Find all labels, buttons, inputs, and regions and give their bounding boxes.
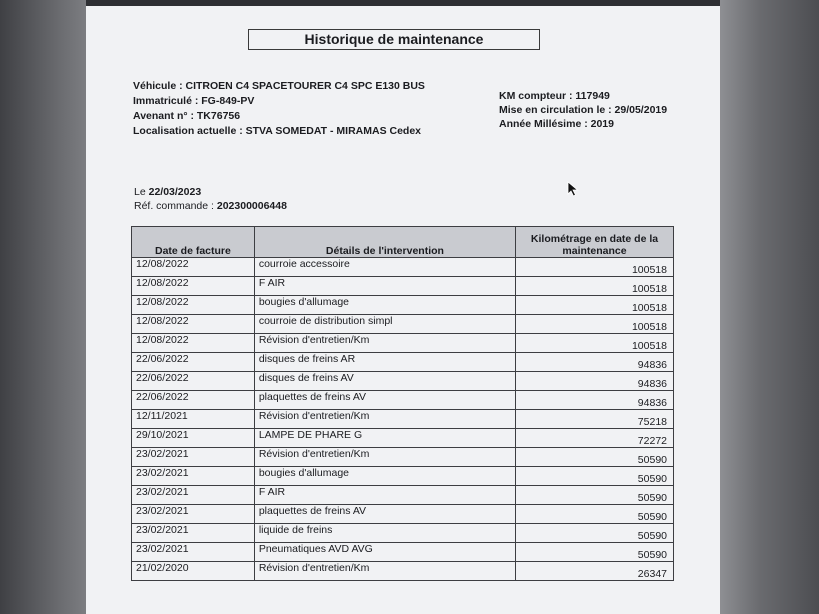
header-km: Kilométrage en date de la maintenance <box>516 227 674 258</box>
table-row <box>132 467 674 486</box>
cell-km: 100518 <box>516 277 674 296</box>
order-info <box>134 185 287 213</box>
order-date-value: 22/03/2023 <box>148 186 202 198</box>
cell-km: 100518 <box>516 334 674 353</box>
table-row <box>132 429 674 448</box>
cell-detail: disques de freins AR <box>254 353 515 372</box>
cell-date: 21/02/2020 <box>132 562 255 581</box>
mouse-pointer-icon <box>567 181 579 197</box>
cell-km: 100518 <box>516 258 674 277</box>
vehicle-location: Localisation actuelle : STVA SOMEDAT - MIRAMAS Cedex <box>133 125 422 137</box>
cell-detail: Révision d'entretien/Km <box>254 562 515 581</box>
cell-date: 29/10/2021 <box>132 429 255 448</box>
vehicle-contract: Avenant n° : TK76756 <box>133 110 241 122</box>
table-header-row <box>132 227 674 258</box>
cell-km: 94836 <box>516 391 674 410</box>
table-row <box>132 410 674 429</box>
table-row <box>132 524 674 543</box>
cell-detail: liquide de freins <box>254 524 515 543</box>
table-row <box>132 258 674 277</box>
cell-km: 50590 <box>516 524 674 543</box>
cell-date: 23/02/2021 <box>132 543 255 562</box>
cell-km: 94836 <box>516 372 674 391</box>
cell-detail: plaquettes de freins AV <box>254 505 515 524</box>
table-row <box>132 277 674 296</box>
table-row <box>132 353 674 372</box>
document-page <box>86 6 720 614</box>
order-ref-line <box>134 199 287 213</box>
vehicle-summary <box>499 89 667 131</box>
cell-detail: Révision d'entretien/Km <box>254 448 515 467</box>
cell-km: 100518 <box>516 296 674 315</box>
table-row <box>132 334 674 353</box>
cell-date: 12/11/2021 <box>132 410 255 429</box>
cell-date: 12/08/2022 <box>132 258 255 277</box>
table-row <box>132 505 674 524</box>
maintenance-table <box>131 226 674 581</box>
table-row <box>132 391 674 410</box>
cell-km: 50590 <box>516 543 674 562</box>
cell-detail: Pneumatiques AVD AVG <box>254 543 515 562</box>
registration-date: Mise en circulation le : 29/05/2019 <box>499 104 668 116</box>
model-year: Année Millésime : 2019 <box>499 118 614 130</box>
order-date-label: Le <box>134 186 149 198</box>
cell-date: 22/06/2022 <box>132 391 255 410</box>
cell-detail: F AIR <box>254 486 515 505</box>
cell-date: 23/02/2021 <box>132 505 255 524</box>
monitor-bezel-right <box>720 0 819 614</box>
cell-detail: bougies d'allumage <box>254 296 515 315</box>
table-row <box>132 448 674 467</box>
cell-km: 50590 <box>516 505 674 524</box>
cell-km: 50590 <box>516 448 674 467</box>
table-row <box>132 296 674 315</box>
cell-km: 94836 <box>516 353 674 372</box>
monitor-bezel-left <box>0 0 86 614</box>
cell-detail: Révision d'entretien/Km <box>254 410 515 429</box>
order-date-line <box>134 185 287 199</box>
cell-detail: courroie de distribution simpl <box>254 315 515 334</box>
order-ref-label: Réf. commande : <box>134 200 217 212</box>
cell-date: 22/06/2022 <box>132 372 255 391</box>
table-row <box>132 486 674 505</box>
cell-date: 23/02/2021 <box>132 448 255 467</box>
vehicle-registration: Immatriculé : FG-849-PV <box>133 95 255 107</box>
header-details: Détails de l'intervention <box>254 227 515 258</box>
table-row <box>132 543 674 562</box>
cell-date: 12/08/2022 <box>132 334 255 353</box>
cell-detail: bougies d'allumage <box>254 467 515 486</box>
cell-date: 12/08/2022 <box>132 315 255 334</box>
cell-km: 26347 <box>516 562 674 581</box>
cell-date: 12/08/2022 <box>132 296 255 315</box>
km-counter: KM compteur : 117949 <box>499 90 610 102</box>
cell-detail: F AIR <box>254 277 515 296</box>
vehicle-info <box>133 79 425 139</box>
document-title: Historique de maintenance <box>248 29 540 50</box>
cell-detail: Révision d'entretien/Km <box>254 334 515 353</box>
order-ref-value: 202300006448 <box>216 200 287 212</box>
table-body <box>132 258 674 581</box>
cell-km: 75218 <box>516 410 674 429</box>
cell-date: 12/08/2022 <box>132 277 255 296</box>
cell-km: 72272 <box>516 429 674 448</box>
cell-date: 23/02/2021 <box>132 486 255 505</box>
table-row <box>132 562 674 581</box>
table-row <box>132 315 674 334</box>
cell-detail: disques de freins AV <box>254 372 515 391</box>
cell-km: 50590 <box>516 467 674 486</box>
cell-km: 50590 <box>516 486 674 505</box>
cell-detail: plaquettes de freins AV <box>254 391 515 410</box>
cell-km: 100518 <box>516 315 674 334</box>
cell-date: 23/02/2021 <box>132 467 255 486</box>
table-row <box>132 372 674 391</box>
cell-detail: courroie accessoire <box>254 258 515 277</box>
header-date: Date de facture <box>132 227 255 258</box>
cell-detail: LAMPE DE PHARE G <box>254 429 515 448</box>
vehicle-model: Véhicule : CITROEN C4 SPACETOURER C4 SPC E130 BUS <box>133 80 425 92</box>
cell-date: 23/02/2021 <box>132 524 255 543</box>
cell-date: 22/06/2022 <box>132 353 255 372</box>
